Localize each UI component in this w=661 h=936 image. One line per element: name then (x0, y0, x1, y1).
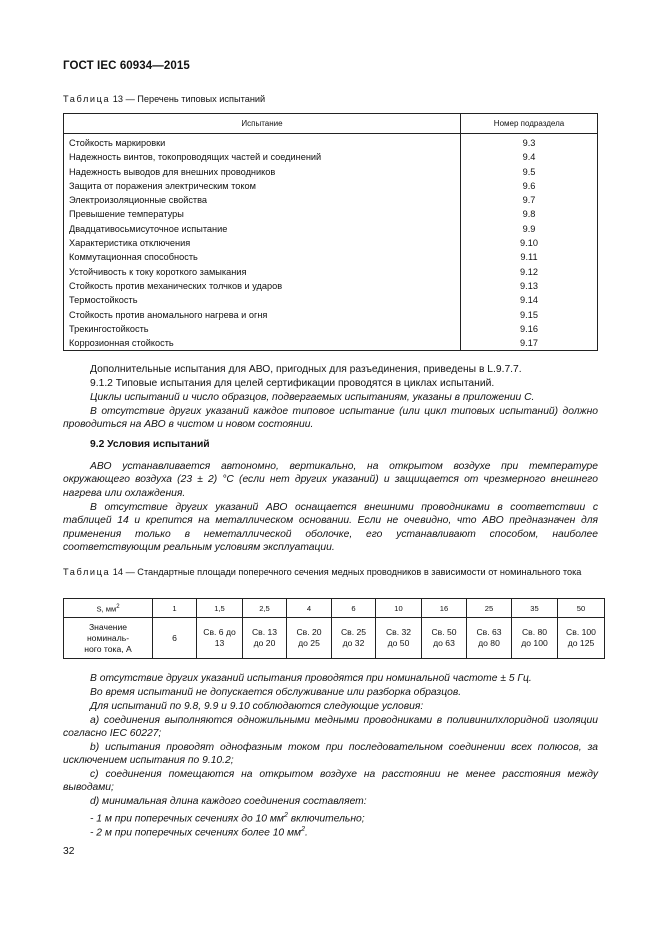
table-13-subsection-number: 9.13 (520, 280, 538, 291)
table-13-caption-text: 13 — Перечень типовых испытаний (112, 94, 266, 104)
paragraph-clean-new-state: В отсутствие других указаний каждое типовое испытание (или цикл типовых испытаний) должно проводиться на АВО в чистом и новом состоянии. (63, 406, 598, 431)
table-14-current-line: Св. 25 (340, 627, 367, 637)
table-13-row (64, 293, 597, 307)
table-14-current-line: Св. 63 (476, 627, 502, 637)
table-13-test-name: Термостойкость (69, 295, 138, 306)
table-13-subsection-number: 9.3 (522, 138, 536, 148)
table-14-section-cell: 25 (467, 599, 512, 618)
table-14-current-cell (512, 618, 558, 659)
table-14-caption-label: Таблица (63, 567, 111, 577)
length-2m-sup: 2 (301, 826, 306, 833)
table-14-header-current (64, 618, 153, 659)
table-13-test-name: Коррозионная стойкость (69, 338, 174, 349)
table-13-row (64, 193, 597, 207)
table-14-section-cell: 50 (558, 599, 605, 618)
length-1m-text: - 1 м при поперечных сечениях до 10 мм (90, 813, 284, 825)
table-13-row (64, 165, 597, 179)
table-13-test-name: Стойкость маркировки (69, 138, 166, 148)
length-2m-suffix: . (305, 827, 308, 839)
table-14-current-cell (243, 618, 287, 659)
table-14-caption-text: 14 — Стандартные площади поперечного сечения медных проводников в зависимости от номинального тока (112, 567, 582, 577)
table-13-subsection-number: 9.8 (522, 209, 536, 220)
paragraph-no-maintenance: Во время испытаний не допускается обслуживание или разборка образцов. (90, 687, 462, 698)
table-13-test-name: Трекингостойкость (69, 323, 149, 334)
table-14-current-line: Св. 100 (566, 627, 596, 637)
table-13-subsection-number: 9.17 (520, 338, 538, 349)
table-14-header-current-line: Значение (88, 621, 128, 632)
table-14-header-current-line: номиналь- (86, 632, 130, 643)
table-13-row (64, 136, 597, 150)
table-14-current-cell (422, 618, 467, 659)
paragraph-9-1-2: 9.1.2 Типовые испытания для целей сертификации проводятся в циклах испытаний. (90, 378, 495, 389)
table-13-caption (63, 93, 265, 105)
table-14-header-section-text: S, мм (96, 604, 117, 614)
table-13-caption-label: Таблица (63, 94, 111, 104)
paragraph-length-2m (63, 823, 598, 840)
paragraph-test-cycles: Циклы испытаний и число образцов, подвергаемых испытаниям, указаны в приложении С. (90, 392, 535, 403)
table-13-test-name: Характеристика отключения (69, 238, 191, 249)
table-13-subsection-number: 9.5 (522, 166, 536, 177)
paragraph-condition-a: a) соединения выполняются одножильными медными проводниками в поливинилхлоридной изоляции согласно IEC 60227; (63, 715, 598, 740)
document-header: ГОСТ IEC 60934—2015 (63, 60, 190, 72)
table-14-header-section-sup: 2 (116, 603, 120, 610)
section-title-9-2: 9.2 Условия испытаний (90, 439, 210, 450)
table-14-current-line: до 32 (342, 638, 365, 648)
table-14-current-cell (287, 618, 332, 659)
table-14-current-line: до 80 (478, 638, 500, 648)
table-13-row (64, 336, 597, 350)
table-13-subsection-number: 9.15 (520, 309, 538, 320)
table-13-row (64, 222, 597, 236)
table-13-row (64, 265, 597, 279)
table-13-test-name: Устойчивость к току короткого замыкания (69, 266, 247, 277)
table-13-header (64, 114, 597, 134)
paragraph-condition-d: d) минимальная длина каждого соединения составляет: (90, 796, 367, 807)
table-13-subsection-number: 9.9 (522, 223, 536, 234)
table-13-subsection-number: 9.4 (522, 152, 536, 163)
table-14-current-line: 13 (214, 638, 225, 648)
table-13-subsection-number: 9.12 (520, 266, 538, 277)
page-number: 32 (63, 846, 75, 857)
table-13-subsection-number: 9.16 (520, 323, 538, 334)
table-14-row-current (64, 618, 605, 659)
table-14-current-cell (197, 618, 243, 659)
table-14-header-section (64, 599, 153, 618)
table-13-test-name: Защита от поражения электрическим током (69, 180, 256, 191)
length-2m-text: - 2 м при поперечных сечениях более 10 мм (90, 827, 302, 839)
table-13-subsection-number: 9.6 (522, 180, 536, 191)
table-14-section-cell: 1,5 (197, 599, 243, 618)
table-13-subsection-number: 9.14 (520, 295, 538, 306)
table-14-current-cell (467, 618, 512, 659)
table-13-test-name: Электроизоляционные свойства (69, 195, 208, 206)
length-1m-sup: 2 (284, 812, 288, 819)
table-13-row (64, 236, 597, 250)
table-14-section-cell: 2,5 (243, 599, 287, 618)
table-14-current-line: 6 (172, 632, 177, 643)
table-13-test-name: Стойкость против механических толчков и ударов (69, 280, 283, 291)
table-14-current-line: Св. 32 (385, 627, 412, 637)
table-14-current-line: Св. 13 (251, 627, 278, 637)
table-13 (63, 113, 598, 351)
table-14-current-line: Св. 50 (431, 627, 457, 637)
table-13-subsection-number: 9.7 (522, 195, 536, 206)
table-13-test-name: Надежность выводов для внешних проводников (69, 166, 276, 177)
table-14-current-cell (332, 618, 376, 659)
paragraph-additional-tests: Дополнительные испытания для АВО, пригодных для разъединения, приведены в L.9.7.7. (90, 364, 522, 375)
table-14-current-line: Св. 80 (521, 627, 548, 637)
table-14-current-line: до 25 (298, 638, 320, 648)
table-13-subsection-number: 9.10 (520, 238, 538, 249)
table-13-test-name: Надежность винтов, токопроводящих частей и соединений (69, 152, 322, 163)
paragraph-condition-c: c) соединения помещаются на открытом воздухе на расстоянии не менее расстояния между выводами; (63, 769, 598, 794)
table-14 (63, 598, 605, 659)
table-13-col-subsection: Номер подраздела (493, 119, 565, 128)
table-13-row (64, 150, 597, 164)
paragraph-installation: АВО устанавливается автономно, вертикально, на открытом воздухе при температуре окружающего воздуха (23 ± 2) °С (если нет других указаний) и защищается от чрезмерного внешнего нагрева или охлаждения. (63, 461, 598, 499)
table-14-current-line: Св. 6 до (203, 627, 236, 637)
table-14-current-line: до 63 (433, 638, 455, 648)
table-14-current-cell (153, 618, 197, 659)
table-13-row (64, 250, 597, 264)
table-13-test-name: Превышение температуры (69, 209, 184, 220)
table-14-current-cell (558, 618, 605, 659)
table-14-section-cell: 6 (332, 599, 376, 618)
table-13-row (64, 207, 597, 221)
table-14-current-line: до 50 (387, 638, 410, 648)
table-13-subsection-number: 9.11 (520, 252, 538, 263)
table-14-section-cell: 16 (422, 599, 467, 618)
table-13-row (64, 308, 597, 322)
table-14-section-cell: 1 (153, 599, 197, 618)
table-14-section-cell: 10 (376, 599, 422, 618)
table-13-row (64, 322, 597, 336)
table-13-row (64, 279, 597, 293)
table-13-test-name: Двадцативосьмисуточное испытание (69, 223, 228, 234)
table-14-current-line: до 125 (567, 638, 595, 648)
paragraph-frequency: В отсутствие других указаний испытания проводятся при номинальной частоте ± 5 Гц. (90, 673, 532, 684)
table-13-row (64, 179, 597, 193)
table-14-current-line: до 100 (521, 638, 548, 648)
table-13-body (64, 136, 597, 350)
table-14-current-line: до 20 (253, 638, 276, 648)
table-13-test-name: Коммутационная способность (69, 252, 198, 263)
table-14-current-line: Св. 20 (296, 627, 322, 637)
table-14-section-cell: 35 (512, 599, 558, 618)
table-14-header-current-line: ного тока, А (84, 643, 132, 654)
paragraph-external-conductors: В отсутствие других указаний АВО оснащается внешними проводниками в соответствии с таблицей 14 и крепится на металлическом основании. Если не очевидно, что АВО предназначен для применения только в неметаллической оболочке, его устанавливают способом, наиболее соответствующим реальным условиям эксплуатации. (63, 502, 598, 554)
table-13-test-name: Стойкость против аномального нагрева и огня (69, 309, 268, 320)
paragraph-condition-b: b) испытания проводят однофазным током при последовательном соединении всех полюсов, за исключением испытания по 9.10.2; (63, 742, 598, 767)
paragraph-conditions-intro: Для испытаний по 9.8, 9.9 и 9.10 соблюдаются следующие условия: (90, 701, 424, 712)
table-14-caption (63, 566, 603, 578)
table-14-current-cell (376, 618, 422, 659)
table-14-section-cell: 4 (287, 599, 332, 618)
table-14-row-section (64, 599, 605, 618)
length-1m-suffix: включительно; (287, 813, 365, 825)
table-13-col-test: Испытание (241, 119, 283, 128)
